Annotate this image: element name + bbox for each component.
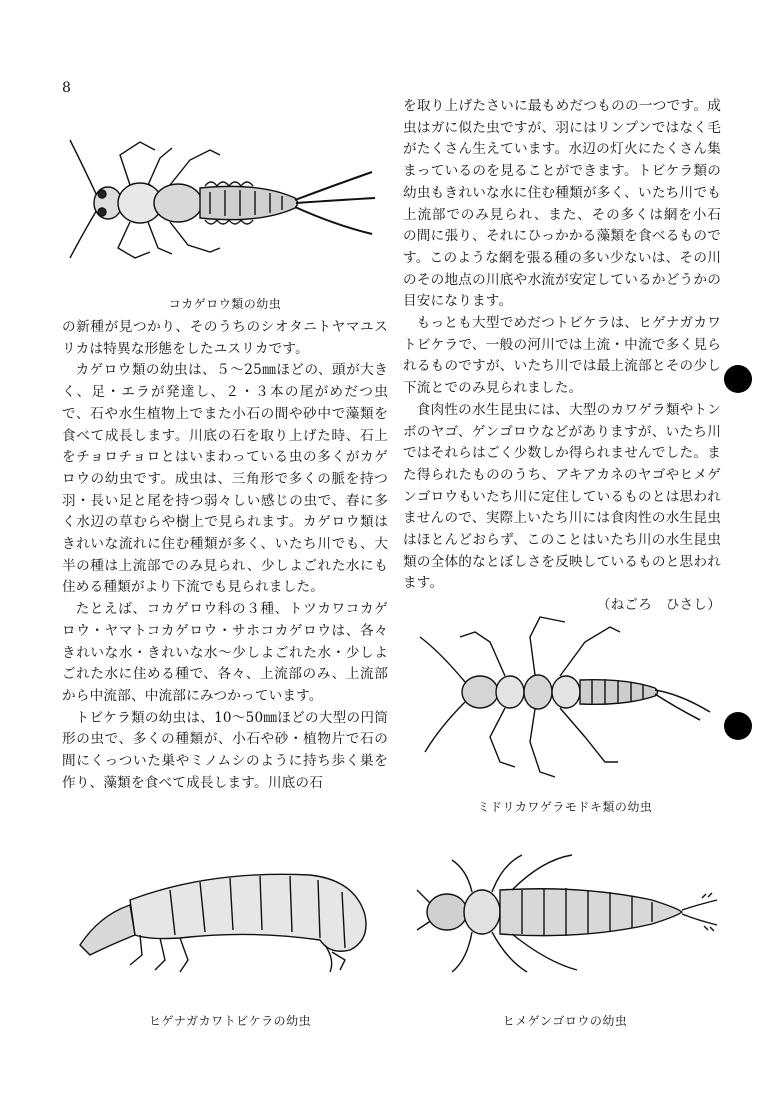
paragraph: カゲロウ類の幼虫は、５〜25㎜ほどの、頭が大きく、足・エラが発達し、２・３本の尾がめだつ虫で、石や水生植物上でまた小石の間や砂中で藻類を食べて成長します。川底の石を取り上げた時、石上をチョロチョロとはいまわっている虫の多くがカゲロウの幼虫です。成虫は、三角形で多くの脈を持つ羽・長い足と尾を持つ弱々しい感じの虫で、春に多く水辺の草むらや樹上で見られます。カゲロウ類はきれいな流れに住む種類が多く、いたち川でも、大半の種は上流部でのみ見られ、少しよごれた水にも住める種類がより下流でも見られました。: [62, 362, 388, 596]
caption-caddisfly: ヒゲナガカワトビケラの幼虫: [148, 1014, 312, 1028]
paragraph: の新種が見つかり、そのうちのシオタニトヤマユスリカは特異な形態をしたユスリカです。: [62, 319, 388, 357]
paragraph: トビケラ類の幼虫は、10〜50㎜ほどの大型の円筒形の虫で、多くの種類が、小石や砂・植物片で石の間にくっついた巣やミノムシのように持ち歩く巣を作り、藻類を食べて成長します。川底の石: [62, 709, 388, 791]
punch-hole: [724, 712, 752, 740]
author-signature: （ねごろ ひさし）: [596, 597, 721, 614]
caption-stonefly: ミドリカワゲラモドキ類の幼虫: [477, 800, 653, 814]
caption-diving-beetle: ヒメゲンゴロウの幼虫: [502, 1014, 628, 1028]
caddisfly-larva-illustration: [70, 860, 390, 980]
paragraph: を取り上げたさいに最もめだつものの一つです。成虫はガに似た虫ですが、羽にはリンプンではなく毛がたくさん生えています。水辺の灯火にたくさん集まっているのを見ることができます。トビケラ類の幼虫もきれいな水に住む種類が多く、いたち川でも上流部でのみ見られ、また、その多くは網を小石の間に張り、それにひっかかる藻類を食べるものです。このような網を張る種の多い少ないは、その川のその地点の川底や水流が安定しているかどうかの目安になります。: [403, 98, 721, 310]
punch-hole: [724, 365, 752, 393]
page-number: 8: [62, 80, 71, 96]
left-text-column: [62, 317, 388, 794]
caption-mayfly: コカゲロウ類の幼虫: [168, 297, 282, 311]
diving-beetle-larva-illustration: [412, 850, 722, 980]
right-text-column: [403, 96, 721, 617]
paragraph: たとえば、コカゲロウ科の３種、トツカワコカゲロウ・ヤマトコカゲロウ・サホコカゲロウは、各々きれいな水・きれいな水〜少しよごれた水・少しよごれた水に住める種で、各々、上流部のみ、上流部から中流部、中流部にみつかっています。: [62, 601, 388, 704]
paragraph: 食肉性の水生昆虫には、大型のカワゲラ類やトンボのヤゴ、ゲンゴロウなどがありますが、いたち川ではそれらはごく少数しか得られませんでした。また得られたもののうち、アキアカネのヤゴやヒメゲンゴロウもいたち川に定住しているものとは思われませんので、実際上いたち川には食肉性の水生昆虫はほとんどおらず、このことはいたち川の水生昆虫類の全体的なとぼしさを反映しているものと思われます。: [403, 401, 721, 592]
paragraph: もっとも大型でめだつトビケラは、ヒゲナガカワトビケラで、一般の河川では上流・中流で多く見られるものですが、いたち川では最上流部とその少し下流とでのみ見られました。: [403, 315, 721, 397]
stonefly-larva-illustration: [410, 612, 720, 782]
mayfly-larva-illustration: [60, 130, 380, 270]
